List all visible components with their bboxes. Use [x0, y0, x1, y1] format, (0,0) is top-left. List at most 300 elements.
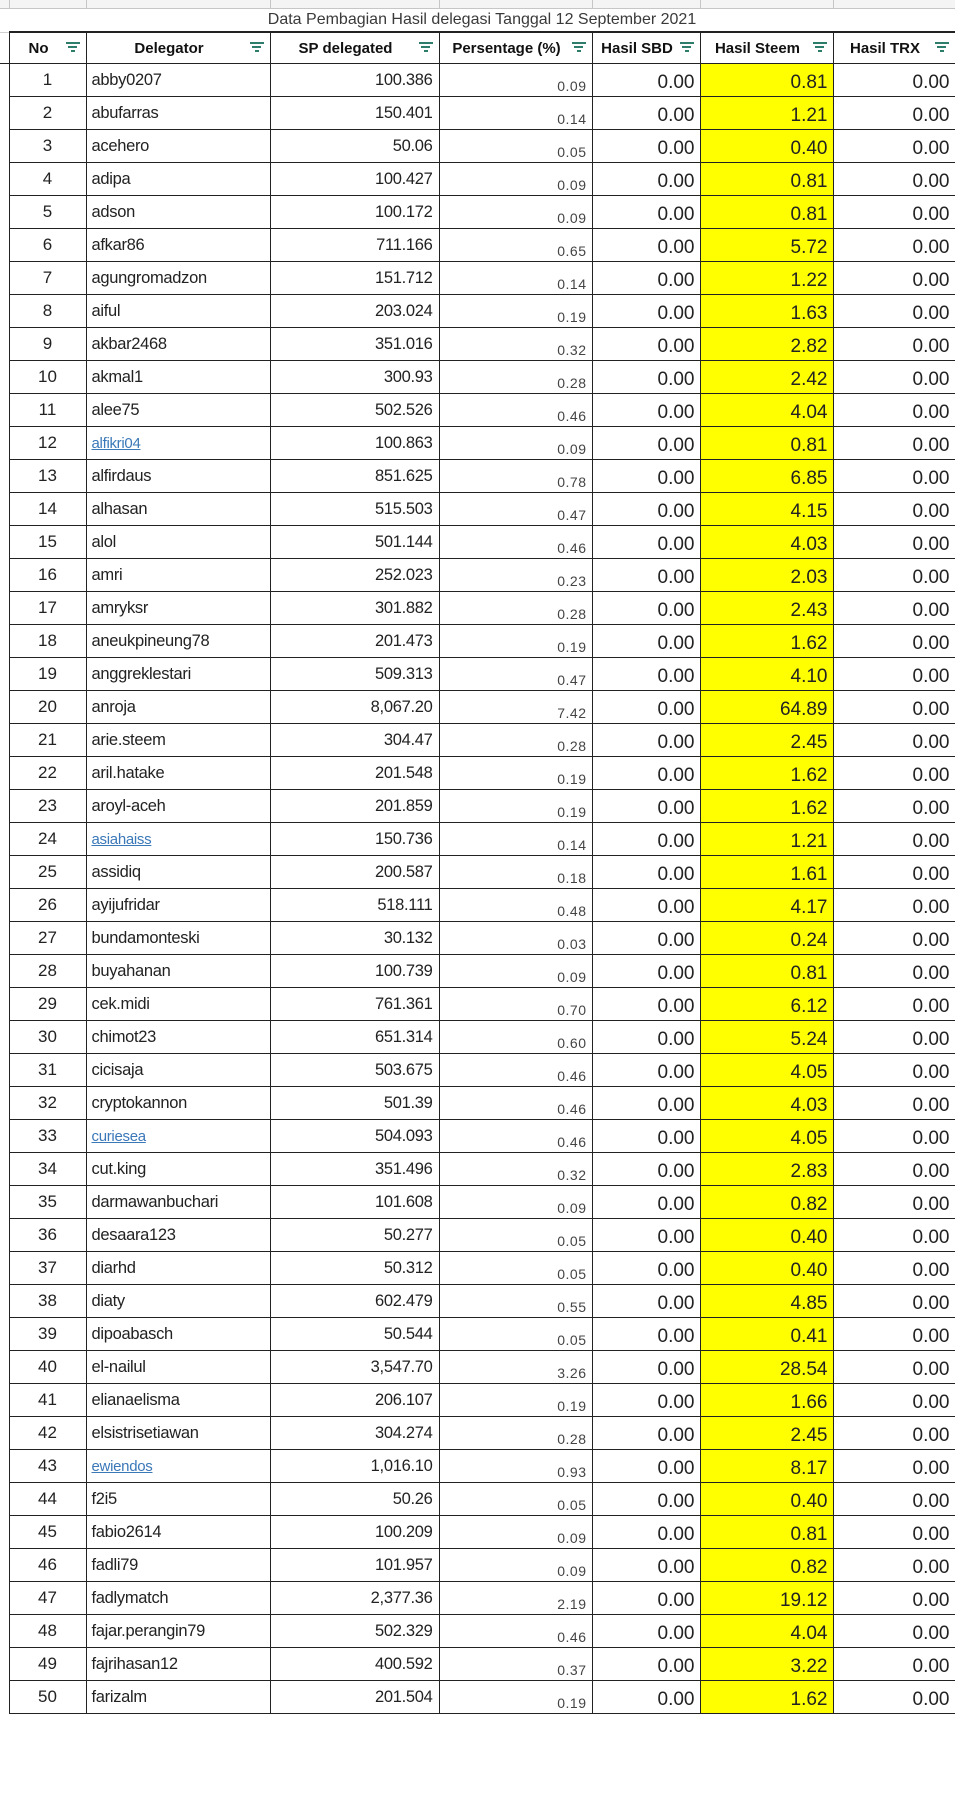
- cell-no[interactable]: 33: [9, 1120, 86, 1153]
- cell-no[interactable]: 34: [9, 1153, 86, 1186]
- cell-hasil-steem[interactable]: 2.43: [700, 592, 833, 625]
- cell-hasil-trx[interactable]: 0.00: [833, 955, 955, 988]
- cell-hasil-trx[interactable]: 0.00: [833, 1087, 955, 1120]
- cell-no[interactable]: 24: [9, 823, 86, 856]
- cell-percentage[interactable]: 0.47: [439, 493, 592, 526]
- cell-hasil-steem[interactable]: 0.40: [700, 1252, 833, 1285]
- cell-delegator[interactable]: bundamonteski: [86, 922, 270, 955]
- cell-hasil-trx[interactable]: 0.00: [833, 1615, 955, 1648]
- cell-percentage[interactable]: 0.09: [439, 1186, 592, 1219]
- cell-delegator-link[interactable]: alfikri04: [86, 427, 270, 460]
- cell-sp-delegated[interactable]: 304.47: [270, 724, 439, 757]
- cell-no[interactable]: 41: [9, 1384, 86, 1417]
- cell-no[interactable]: 43: [9, 1450, 86, 1483]
- cell-sp-delegated[interactable]: 711.166: [270, 229, 439, 262]
- cell-delegator[interactable]: cut.king: [86, 1153, 270, 1186]
- cell-sp-delegated[interactable]: 100.172: [270, 196, 439, 229]
- cell-sp-delegated[interactable]: 602.479: [270, 1285, 439, 1318]
- filter-icon[interactable]: [419, 42, 433, 53]
- cell-hasil-steem[interactable]: 0.81: [700, 955, 833, 988]
- cell-hasil-steem[interactable]: 4.15: [700, 493, 833, 526]
- cell-sp-delegated[interactable]: 3,547.70: [270, 1351, 439, 1384]
- cell-sp-delegated[interactable]: 150.736: [270, 823, 439, 856]
- cell-hasil-trx[interactable]: 0.00: [833, 823, 955, 856]
- cell-no[interactable]: 12: [9, 427, 86, 460]
- cell-sp-delegated[interactable]: 50.277: [270, 1219, 439, 1252]
- cell-hasil-steem[interactable]: 0.81: [700, 427, 833, 460]
- cell-percentage[interactable]: 0.48: [439, 889, 592, 922]
- cell-hasil-trx[interactable]: 0.00: [833, 988, 955, 1021]
- cell-hasil-sbd[interactable]: 0.00: [592, 1384, 700, 1417]
- cell-no[interactable]: 40: [9, 1351, 86, 1384]
- cell-no[interactable]: 22: [9, 757, 86, 790]
- cell-hasil-trx[interactable]: 0.00: [833, 724, 955, 757]
- cell-no[interactable]: 6: [9, 229, 86, 262]
- cell-hasil-sbd[interactable]: 0.00: [592, 295, 700, 328]
- cell-hasil-sbd[interactable]: 0.00: [592, 1516, 700, 1549]
- cell-delegator[interactable]: arie.steem: [86, 724, 270, 757]
- cell-sp-delegated[interactable]: 30.132: [270, 922, 439, 955]
- cell-sp-delegated[interactable]: 150.401: [270, 97, 439, 130]
- cell-percentage[interactable]: 0.32: [439, 328, 592, 361]
- cell-delegator[interactable]: fabio2614: [86, 1516, 270, 1549]
- cell-hasil-sbd[interactable]: 0.00: [592, 559, 700, 592]
- cell-percentage[interactable]: 0.93: [439, 1450, 592, 1483]
- cell-sp-delegated[interactable]: 351.496: [270, 1153, 439, 1186]
- cell-hasil-sbd[interactable]: 0.00: [592, 1417, 700, 1450]
- cell-hasil-steem[interactable]: 64.89: [700, 691, 833, 724]
- cell-hasil-sbd[interactable]: 0.00: [592, 1648, 700, 1681]
- cell-sp-delegated[interactable]: 851.625: [270, 460, 439, 493]
- cell-delegator[interactable]: afkar86: [86, 229, 270, 262]
- cell-no[interactable]: 39: [9, 1318, 86, 1351]
- cell-sp-delegated[interactable]: 50.544: [270, 1318, 439, 1351]
- cell-sp-delegated[interactable]: 151.712: [270, 262, 439, 295]
- cell-sp-delegated[interactable]: 518.111: [270, 889, 439, 922]
- cell-hasil-trx[interactable]: 0.00: [833, 1252, 955, 1285]
- cell-hasil-trx[interactable]: 0.00: [833, 295, 955, 328]
- cell-sp-delegated[interactable]: 101.608: [270, 1186, 439, 1219]
- cell-hasil-steem[interactable]: 0.82: [700, 1549, 833, 1582]
- cell-hasil-trx[interactable]: 0.00: [833, 1054, 955, 1087]
- cell-sp-delegated[interactable]: 50.26: [270, 1483, 439, 1516]
- cell-delegator[interactable]: elsistrisetiawan: [86, 1417, 270, 1450]
- cell-hasil-trx[interactable]: 0.00: [833, 856, 955, 889]
- cell-hasil-trx[interactable]: 0.00: [833, 493, 955, 526]
- cell-hasil-sbd[interactable]: 0.00: [592, 526, 700, 559]
- cell-no[interactable]: 19: [9, 658, 86, 691]
- cell-hasil-steem[interactable]: 8.17: [700, 1450, 833, 1483]
- cell-hasil-steem[interactable]: 0.81: [700, 64, 833, 97]
- cell-delegator[interactable]: alol: [86, 526, 270, 559]
- cell-percentage[interactable]: 0.28: [439, 1417, 592, 1450]
- cell-hasil-trx[interactable]: 0.00: [833, 196, 955, 229]
- cell-hasil-sbd[interactable]: 0.00: [592, 988, 700, 1021]
- cell-sp-delegated[interactable]: 50.06: [270, 130, 439, 163]
- cell-delegator[interactable]: f2i5: [86, 1483, 270, 1516]
- cell-no[interactable]: 42: [9, 1417, 86, 1450]
- cell-delegator[interactable]: akbar2468: [86, 328, 270, 361]
- cell-sp-delegated[interactable]: 301.882: [270, 592, 439, 625]
- cell-delegator[interactable]: alee75: [86, 394, 270, 427]
- cell-hasil-steem[interactable]: 3.22: [700, 1648, 833, 1681]
- cell-percentage[interactable]: 0.19: [439, 1384, 592, 1417]
- cell-no[interactable]: 48: [9, 1615, 86, 1648]
- cell-hasil-trx[interactable]: 0.00: [833, 1186, 955, 1219]
- cell-percentage[interactable]: 3.26: [439, 1351, 592, 1384]
- cell-hasil-sbd[interactable]: 0.00: [592, 1252, 700, 1285]
- cell-no[interactable]: 4: [9, 163, 86, 196]
- cell-hasil-steem[interactable]: 4.05: [700, 1120, 833, 1153]
- cell-delegator[interactable]: fajrihasan12: [86, 1648, 270, 1681]
- cell-hasil-steem[interactable]: 1.62: [700, 757, 833, 790]
- cell-delegator[interactable]: desaara123: [86, 1219, 270, 1252]
- cell-percentage[interactable]: 0.14: [439, 823, 592, 856]
- cell-hasil-trx[interactable]: 0.00: [833, 757, 955, 790]
- cell-hasil-steem[interactable]: 4.85: [700, 1285, 833, 1318]
- cell-hasil-sbd[interactable]: 0.00: [592, 196, 700, 229]
- cell-delegator[interactable]: el-nailul: [86, 1351, 270, 1384]
- cell-hasil-trx[interactable]: 0.00: [833, 1648, 955, 1681]
- cell-hasil-trx[interactable]: 0.00: [833, 130, 955, 163]
- cell-hasil-trx[interactable]: 0.00: [833, 790, 955, 823]
- cell-hasil-steem[interactable]: 5.72: [700, 229, 833, 262]
- cell-percentage[interactable]: 0.65: [439, 229, 592, 262]
- cell-hasil-sbd[interactable]: 0.00: [592, 823, 700, 856]
- cell-percentage[interactable]: 0.46: [439, 394, 592, 427]
- cell-hasil-steem[interactable]: 2.42: [700, 361, 833, 394]
- cell-delegator[interactable]: fadli79: [86, 1549, 270, 1582]
- cell-hasil-sbd[interactable]: 0.00: [592, 427, 700, 460]
- column-header-sp-delegated[interactable]: SP delegated: [270, 32, 439, 64]
- cell-hasil-sbd[interactable]: 0.00: [592, 1318, 700, 1351]
- cell-no[interactable]: 26: [9, 889, 86, 922]
- cell-hasil-trx[interactable]: 0.00: [833, 1450, 955, 1483]
- cell-hasil-steem[interactable]: 0.81: [700, 196, 833, 229]
- cell-hasil-trx[interactable]: 0.00: [833, 262, 955, 295]
- cell-delegator-link[interactable]: ewiendos: [86, 1450, 270, 1483]
- cell-hasil-trx[interactable]: 0.00: [833, 658, 955, 691]
- cell-sp-delegated[interactable]: 8,067.20: [270, 691, 439, 724]
- cell-hasil-trx[interactable]: 0.00: [833, 1516, 955, 1549]
- cell-percentage[interactable]: 0.05: [439, 130, 592, 163]
- cell-delegator[interactable]: amri: [86, 559, 270, 592]
- cell-sp-delegated[interactable]: 304.274: [270, 1417, 439, 1450]
- cell-hasil-sbd[interactable]: 0.00: [592, 1021, 700, 1054]
- cell-sp-delegated[interactable]: 400.592: [270, 1648, 439, 1681]
- cell-sp-delegated[interactable]: 201.859: [270, 790, 439, 823]
- cell-sp-delegated[interactable]: 509.313: [270, 658, 439, 691]
- cell-percentage[interactable]: 0.14: [439, 97, 592, 130]
- cell-hasil-steem[interactable]: 4.03: [700, 526, 833, 559]
- cell-hasil-steem[interactable]: 4.03: [700, 1087, 833, 1120]
- cell-delegator[interactable]: darmawanbuchari: [86, 1186, 270, 1219]
- cell-delegator[interactable]: acehero: [86, 130, 270, 163]
- cell-hasil-trx[interactable]: 0.00: [833, 1318, 955, 1351]
- cell-hasil-trx[interactable]: 0.00: [833, 1417, 955, 1450]
- cell-hasil-sbd[interactable]: 0.00: [592, 361, 700, 394]
- cell-sp-delegated[interactable]: 101.957: [270, 1549, 439, 1582]
- cell-hasil-steem[interactable]: 0.81: [700, 1516, 833, 1549]
- column-header-hasil-trx[interactable]: Hasil TRX: [833, 32, 955, 64]
- cell-no[interactable]: 28: [9, 955, 86, 988]
- cell-sp-delegated[interactable]: 1,016.10: [270, 1450, 439, 1483]
- cell-sp-delegated[interactable]: 201.548: [270, 757, 439, 790]
- cell-percentage[interactable]: 0.09: [439, 64, 592, 97]
- cell-no[interactable]: 2: [9, 97, 86, 130]
- cell-hasil-steem[interactable]: 1.22: [700, 262, 833, 295]
- filter-icon[interactable]: [572, 42, 586, 53]
- cell-delegator[interactable]: aril.hatake: [86, 757, 270, 790]
- cell-delegator[interactable]: cek.midi: [86, 988, 270, 1021]
- cell-sp-delegated[interactable]: 200.587: [270, 856, 439, 889]
- column-header-delegator[interactable]: Delegator: [86, 32, 270, 64]
- cell-hasil-steem[interactable]: 0.40: [700, 1483, 833, 1516]
- cell-no[interactable]: 9: [9, 328, 86, 361]
- cell-no[interactable]: 15: [9, 526, 86, 559]
- cell-delegator[interactable]: abby0207: [86, 64, 270, 97]
- cell-hasil-trx[interactable]: 0.00: [833, 526, 955, 559]
- cell-delegator[interactable]: abufarras: [86, 97, 270, 130]
- cell-hasil-trx[interactable]: 0.00: [833, 1483, 955, 1516]
- cell-sp-delegated[interactable]: 501.39: [270, 1087, 439, 1120]
- cell-hasil-trx[interactable]: 0.00: [833, 625, 955, 658]
- cell-percentage[interactable]: 0.09: [439, 163, 592, 196]
- cell-hasil-trx[interactable]: 0.00: [833, 1120, 955, 1153]
- cell-no[interactable]: 25: [9, 856, 86, 889]
- cell-hasil-sbd[interactable]: 0.00: [592, 1186, 700, 1219]
- cell-sp-delegated[interactable]: 201.473: [270, 625, 439, 658]
- cell-percentage[interactable]: 0.46: [439, 1120, 592, 1153]
- cell-delegator[interactable]: amryksr: [86, 592, 270, 625]
- cell-hasil-steem[interactable]: 1.66: [700, 1384, 833, 1417]
- column-header-no[interactable]: No: [9, 32, 86, 64]
- cell-hasil-trx[interactable]: 0.00: [833, 691, 955, 724]
- cell-hasil-trx[interactable]: 0.00: [833, 559, 955, 592]
- cell-percentage[interactable]: 0.70: [439, 988, 592, 1021]
- cell-sp-delegated[interactable]: 50.312: [270, 1252, 439, 1285]
- cell-hasil-sbd[interactable]: 0.00: [592, 1054, 700, 1087]
- cell-hasil-sbd[interactable]: 0.00: [592, 724, 700, 757]
- filter-icon[interactable]: [935, 42, 949, 53]
- cell-sp-delegated[interactable]: 100.739: [270, 955, 439, 988]
- cell-sp-delegated[interactable]: 252.023: [270, 559, 439, 592]
- cell-hasil-steem[interactable]: 2.03: [700, 559, 833, 592]
- cell-percentage[interactable]: 0.32: [439, 1153, 592, 1186]
- cell-hasil-steem[interactable]: 19.12: [700, 1582, 833, 1615]
- cell-hasil-steem[interactable]: 2.45: [700, 1417, 833, 1450]
- cell-no[interactable]: 8: [9, 295, 86, 328]
- cell-hasil-trx[interactable]: 0.00: [833, 361, 955, 394]
- cell-percentage[interactable]: 2.19: [439, 1582, 592, 1615]
- cell-hasil-trx[interactable]: 0.00: [833, 394, 955, 427]
- column-header-hasil-sbd[interactable]: Hasil SBD: [592, 32, 700, 64]
- cell-delegator[interactable]: cicisaja: [86, 1054, 270, 1087]
- cell-sp-delegated[interactable]: 351.016: [270, 328, 439, 361]
- cell-hasil-steem[interactable]: 4.10: [700, 658, 833, 691]
- cell-no[interactable]: 14: [9, 493, 86, 526]
- cell-hasil-trx[interactable]: 0.00: [833, 427, 955, 460]
- cell-percentage[interactable]: 0.55: [439, 1285, 592, 1318]
- cell-no[interactable]: 47: [9, 1582, 86, 1615]
- cell-no[interactable]: 37: [9, 1252, 86, 1285]
- cell-hasil-sbd[interactable]: 0.00: [592, 262, 700, 295]
- cell-percentage[interactable]: 0.14: [439, 262, 592, 295]
- cell-delegator-link[interactable]: curiesea: [86, 1120, 270, 1153]
- column-header-hasil-steem[interactable]: Hasil Steem: [700, 32, 833, 64]
- cell-hasil-steem[interactable]: 1.61: [700, 856, 833, 889]
- cell-no[interactable]: 31: [9, 1054, 86, 1087]
- cell-hasil-steem[interactable]: 28.54: [700, 1351, 833, 1384]
- cell-hasil-sbd[interactable]: 0.00: [592, 691, 700, 724]
- cell-percentage[interactable]: 0.46: [439, 1087, 592, 1120]
- filter-icon[interactable]: [813, 42, 827, 53]
- cell-no[interactable]: 49: [9, 1648, 86, 1681]
- cell-no[interactable]: 21: [9, 724, 86, 757]
- cell-sp-delegated[interactable]: 100.863: [270, 427, 439, 460]
- cell-hasil-steem[interactable]: 0.82: [700, 1186, 833, 1219]
- cell-no[interactable]: 45: [9, 1516, 86, 1549]
- cell-hasil-steem[interactable]: 1.21: [700, 97, 833, 130]
- cell-hasil-sbd[interactable]: 0.00: [592, 658, 700, 691]
- cell-percentage[interactable]: 0.09: [439, 427, 592, 460]
- cell-hasil-trx[interactable]: 0.00: [833, 1549, 955, 1582]
- cell-hasil-steem[interactable]: 6.12: [700, 988, 833, 1021]
- cell-hasil-sbd[interactable]: 0.00: [592, 1087, 700, 1120]
- cell-percentage[interactable]: 0.37: [439, 1648, 592, 1681]
- cell-percentage[interactable]: 0.19: [439, 1681, 592, 1714]
- cell-hasil-sbd[interactable]: 0.00: [592, 1615, 700, 1648]
- cell-percentage[interactable]: 0.46: [439, 1054, 592, 1087]
- cell-hasil-sbd[interactable]: 0.00: [592, 1285, 700, 1318]
- cell-delegator[interactable]: ayijufridar: [86, 889, 270, 922]
- cell-hasil-sbd[interactable]: 0.00: [592, 328, 700, 361]
- cell-hasil-sbd[interactable]: 0.00: [592, 1582, 700, 1615]
- cell-hasil-trx[interactable]: 0.00: [833, 229, 955, 262]
- cell-hasil-sbd[interactable]: 0.00: [592, 130, 700, 163]
- cell-no[interactable]: 36: [9, 1219, 86, 1252]
- cell-hasil-trx[interactable]: 0.00: [833, 163, 955, 196]
- cell-hasil-steem[interactable]: 1.63: [700, 295, 833, 328]
- cell-hasil-trx[interactable]: 0.00: [833, 328, 955, 361]
- cell-hasil-steem[interactable]: 1.62: [700, 1681, 833, 1714]
- cell-hasil-sbd[interactable]: 0.00: [592, 394, 700, 427]
- cell-delegator[interactable]: elianaelisma: [86, 1384, 270, 1417]
- cell-delegator-link[interactable]: asiahaiss: [86, 823, 270, 856]
- cell-no[interactable]: 10: [9, 361, 86, 394]
- cell-percentage[interactable]: 0.09: [439, 1549, 592, 1582]
- cell-hasil-sbd[interactable]: 0.00: [592, 97, 700, 130]
- cell-hasil-trx[interactable]: 0.00: [833, 64, 955, 97]
- cell-hasil-sbd[interactable]: 0.00: [592, 757, 700, 790]
- cell-hasil-sbd[interactable]: 0.00: [592, 493, 700, 526]
- cell-hasil-sbd[interactable]: 0.00: [592, 1681, 700, 1714]
- filter-icon[interactable]: [680, 42, 694, 53]
- cell-percentage[interactable]: 0.23: [439, 559, 592, 592]
- cell-hasil-steem[interactable]: 2.82: [700, 328, 833, 361]
- cell-no[interactable]: 5: [9, 196, 86, 229]
- cell-hasil-steem[interactable]: 0.81: [700, 163, 833, 196]
- cell-no[interactable]: 50: [9, 1681, 86, 1714]
- cell-no[interactable]: 16: [9, 559, 86, 592]
- cell-delegator[interactable]: diarhd: [86, 1252, 270, 1285]
- cell-no[interactable]: 32: [9, 1087, 86, 1120]
- cell-hasil-trx[interactable]: 0.00: [833, 1153, 955, 1186]
- cell-percentage[interactable]: 0.05: [439, 1252, 592, 1285]
- cell-hasil-steem[interactable]: 4.04: [700, 1615, 833, 1648]
- cell-no[interactable]: 11: [9, 394, 86, 427]
- cell-hasil-steem[interactable]: 2.83: [700, 1153, 833, 1186]
- cell-hasil-trx[interactable]: 0.00: [833, 97, 955, 130]
- cell-no[interactable]: 23: [9, 790, 86, 823]
- cell-hasil-sbd[interactable]: 0.00: [592, 163, 700, 196]
- cell-hasil-trx[interactable]: 0.00: [833, 1351, 955, 1384]
- cell-hasil-trx[interactable]: 0.00: [833, 1021, 955, 1054]
- cell-sp-delegated[interactable]: 501.144: [270, 526, 439, 559]
- cell-delegator[interactable]: cryptokannon: [86, 1087, 270, 1120]
- cell-hasil-sbd[interactable]: 0.00: [592, 625, 700, 658]
- cell-no[interactable]: 13: [9, 460, 86, 493]
- cell-hasil-trx[interactable]: 0.00: [833, 1384, 955, 1417]
- cell-percentage[interactable]: 0.05: [439, 1318, 592, 1351]
- cell-percentage[interactable]: 0.60: [439, 1021, 592, 1054]
- cell-hasil-trx[interactable]: 0.00: [833, 1219, 955, 1252]
- cell-delegator[interactable]: dipoabasch: [86, 1318, 270, 1351]
- cell-delegator[interactable]: anggreklestari: [86, 658, 270, 691]
- cell-hasil-steem[interactable]: 1.62: [700, 790, 833, 823]
- cell-hasil-steem[interactable]: 4.17: [700, 889, 833, 922]
- cell-percentage[interactable]: 0.46: [439, 1615, 592, 1648]
- cell-hasil-sbd[interactable]: 0.00: [592, 229, 700, 262]
- cell-percentage[interactable]: 0.03: [439, 922, 592, 955]
- cell-percentage[interactable]: 0.18: [439, 856, 592, 889]
- cell-hasil-sbd[interactable]: 0.00: [592, 1483, 700, 1516]
- cell-hasil-sbd[interactable]: 0.00: [592, 1351, 700, 1384]
- cell-delegator[interactable]: adson: [86, 196, 270, 229]
- cell-no[interactable]: 27: [9, 922, 86, 955]
- cell-hasil-trx[interactable]: 0.00: [833, 1285, 955, 1318]
- cell-hasil-steem[interactable]: 2.45: [700, 724, 833, 757]
- cell-sp-delegated[interactable]: 201.504: [270, 1681, 439, 1714]
- cell-no[interactable]: 7: [9, 262, 86, 295]
- cell-percentage[interactable]: 0.19: [439, 757, 592, 790]
- cell-hasil-steem[interactable]: 6.85: [700, 460, 833, 493]
- cell-no[interactable]: 35: [9, 1186, 86, 1219]
- cell-percentage[interactable]: 0.09: [439, 955, 592, 988]
- cell-delegator[interactable]: fadlymatch: [86, 1582, 270, 1615]
- cell-delegator[interactable]: aiful: [86, 295, 270, 328]
- cell-delegator[interactable]: akmal1: [86, 361, 270, 394]
- cell-sp-delegated[interactable]: 300.93: [270, 361, 439, 394]
- cell-percentage[interactable]: 0.47: [439, 658, 592, 691]
- cell-delegator[interactable]: aroyl-aceh: [86, 790, 270, 823]
- cell-hasil-sbd[interactable]: 0.00: [592, 460, 700, 493]
- cell-delegator[interactable]: alhasan: [86, 493, 270, 526]
- cell-delegator[interactable]: agungromadzon: [86, 262, 270, 295]
- cell-delegator[interactable]: buyahanan: [86, 955, 270, 988]
- cell-hasil-sbd[interactable]: 0.00: [592, 1219, 700, 1252]
- cell-no[interactable]: 20: [9, 691, 86, 724]
- cell-delegator[interactable]: farizalm: [86, 1681, 270, 1714]
- cell-hasil-trx[interactable]: 0.00: [833, 922, 955, 955]
- cell-hasil-trx[interactable]: 0.00: [833, 1681, 955, 1714]
- cell-hasil-steem[interactable]: 0.24: [700, 922, 833, 955]
- cell-delegator[interactable]: adipa: [86, 163, 270, 196]
- cell-sp-delegated[interactable]: 203.024: [270, 295, 439, 328]
- cell-hasil-steem[interactable]: 4.04: [700, 394, 833, 427]
- cell-delegator[interactable]: alfirdaus: [86, 460, 270, 493]
- cell-hasil-sbd[interactable]: 0.00: [592, 889, 700, 922]
